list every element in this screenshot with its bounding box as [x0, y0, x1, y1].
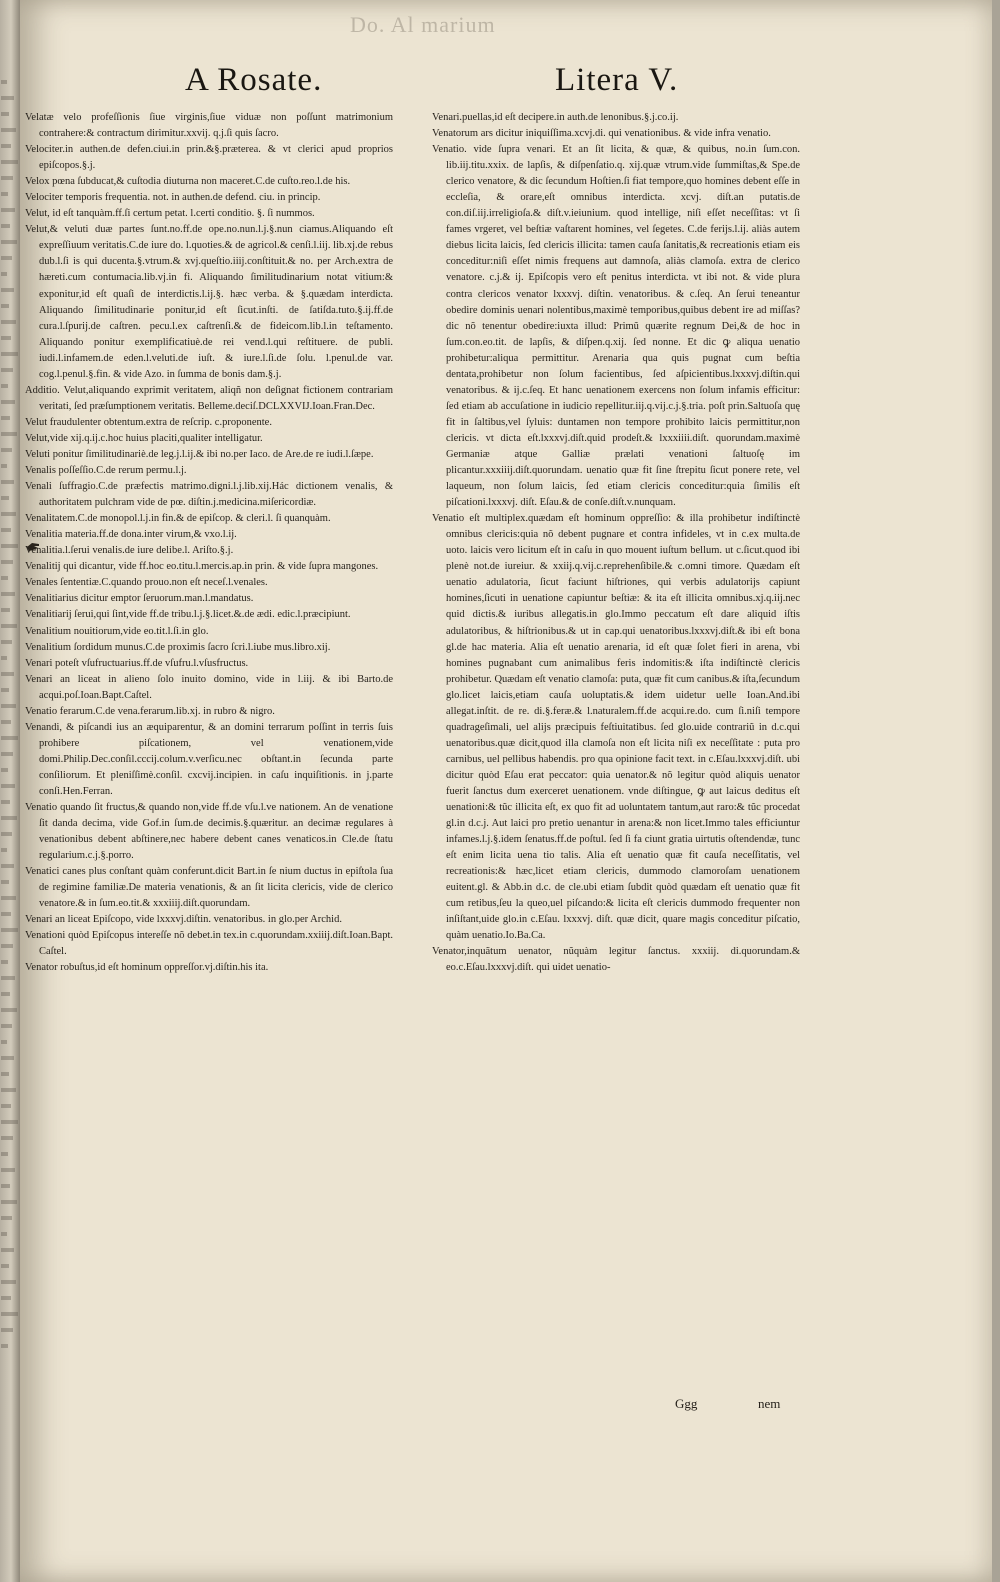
- facing-page-ghost-line: [1, 608, 10, 612]
- facing-page-ghost-line: [1, 1344, 8, 1348]
- index-entry: Velatæ velo profeſſionis ſiue virginis,ſiue viduæ non poſſunt matrimonium contrahere:& contractum dirimitur.xxvij. q.j.ſi quis ſacro.: [25, 112, 393, 140]
- facing-page-ghost-line: [1, 352, 18, 356]
- facing-page-ghost-line: [1, 1232, 7, 1236]
- index-entry: Velociter temporis frequentia. not. in authen.de defend. ciu. in princip.: [25, 192, 321, 204]
- facing-page-ghost-line: [1, 816, 17, 820]
- index-entry: Venalitatem.C.de monopol.l.j.in fin.& de epiſcop. & cleri.l. ſi quanquàm.: [25, 513, 331, 525]
- facing-page-ghost-line: [1, 576, 8, 580]
- facing-page-ghost-line: [1, 1136, 13, 1140]
- index-entry: Velox pœna ſubducat,& cuſtodia diuturna non maceret.C.de cuſto.reo.l.de his.: [25, 176, 351, 188]
- facing-page-ghost-line: [1, 528, 11, 532]
- facing-page-ghost-line: [1, 432, 17, 436]
- index-entry: Venales ſententiæ.C.quando prouo.non eſt neceſ.l.venales.: [25, 577, 268, 589]
- facing-page-ghost-line: [1, 1280, 16, 1284]
- index-entry: Venalitium nouitiorum,vide eo.tit.l.ſi.in glo.: [25, 625, 209, 637]
- facing-page-ghost-line: [1, 256, 12, 260]
- facing-page-ghost-line: [1, 688, 9, 692]
- facing-page-ghost-line: [1, 1264, 9, 1268]
- facing-page-ghost-line: [1, 320, 16, 324]
- facing-page-ghost-line: [1, 960, 8, 964]
- running-head: [20, 62, 992, 110]
- left-column: [25, 110, 393, 977]
- facing-page-ghost-line: [1, 864, 14, 868]
- facing-page-ghost-line: [1, 624, 17, 628]
- index-entry: Venatorum ars dicitur iniquiſſima.xcvj.di. qui venationibus. & vide infra venatio.: [432, 128, 771, 140]
- facing-page-ghost-line: [1, 544, 18, 548]
- index-entry: Venalitiarij ſerui,qui ſint,vide ff.de tribu.l.j.§.licet.&.de ædi. edic.l.præcipiunt.: [25, 609, 351, 621]
- facing-page-ghost-line: [1, 656, 7, 660]
- facing-page-ghost-line: [1, 112, 9, 116]
- facing-page-ghost-line: [1, 560, 13, 564]
- facing-page-ghost-line: [1, 384, 8, 388]
- facing-page-ghost-line: [1, 160, 18, 164]
- facing-page-ghost-line: [1, 448, 12, 452]
- facing-page-ghost-line: [1, 1200, 17, 1204]
- index-entry: Velut,& veluti duæ partes ſunt.no.ff.de ope.no.nun.l.j.§.nun ciamus.Aliquando eſt expreſſiuum veritatis.C.de iure do. l.quoties.& de agricol.& cenſi.l.iij. lib.xj.de rebus dub.l.ſi is qui ducenta.§.vtrum.& xvj.queſtio.iiij.conſtituit.& no. per Arch.extra de hæreti.cum contumacia.lib.vj.in fi. Aliquando ſimilitudinarium notat vitium:& exponitur,id eſt quaſi de interdictis.l.ij.§. hæc verba. & §.quædam interdicta. Aliquando ſimilitudinarie ponitur,id eſt ſicut.inſti. de ſatiſda.tuto.§.ij.ff.de cura.l.ſpurij.de caſtren. pecu.l.ex caſtrenſi.& de fideicom.lib.l.in teſtamento. Aliquando ponitur exemplificatiuè.de rei vend.l.qui reſtituere. de publi. iudi.l.infamem.de eden.l.veluti.de iuſt. & iure.l.ſi.de ſolu. l.penul.de var. cog.l.penul.§.fin. & vide Azo. in ſumma de bonis dam.§.j.: [25, 224, 393, 380]
- facing-page-ghost-line: [1, 128, 16, 132]
- facing-page-ghost-line: [1, 848, 7, 852]
- facing-page-ghost-line: [1, 720, 11, 724]
- facing-page-ghost-line: [1, 880, 9, 884]
- index-entry: Venatio eſt multiplex.quædam eſt hominum oppreſſio: & illa prohibetur indiſtinctè omnibus clericis:quia nõ debent pugnare et contra infideles, vt in c.ex multa.de uoto. laicis vero licitum eſt in caſu in quo mouent iuſtum bellum. ut c.ſicut.quod ibi plenè not.de iureiur. & xxiij.q.vij.c.reprehenſibile.& c.omni timore. Quædam eſt uenatio adulatoria, ſicut faciunt hiſtriones, qui verbis adulatorijs capiunt homines,ſicuti in uenatione capiuntur beſtiæ: & ita eſt illicita omnibus.xj.q.iij.nec quid dictis.& iuribus allegatis.in glo.Immo peccatum eſt dare aliquid iſtis adulatoribus, & hiſtrionibus.& ut in cap.qui uenatoribus.lxxxvj.diſt.& ibi eſt bona gl.de hac materia. Alia eſt uenatio arenaria, id eſt quæ ſolet fieri in arena, vbi homines pugnabant cum animalibus feris indomitis:& iſta indiſtinctè clericis prohibetur. Quædam eſt venatio clamoſa: puta, quæ fit cum canibus.& iſta,ſecundum glo.licet laicis,etiam cauſa uoluptatis.& idem uidetur uelle Ioan.And.ibi allegat.inſtit. de re. di.§.feræ.& l.naturalem.ff.de acqui.re.do. cum ſi.niſi tempore quadrageſimali, uel alijs præcipuis feſtiuitatibus. ſed glo.uide contrariũ in d.c.qui uenatoribus.quæ dicit,quod illa clamoſa non eſt licita niſi ex neceſſitate : puta pro carnibus, uel pellibus habendis. pro qua opinione facit text. in c.Eſau.lxxxvj.diſt. ubi dicitur quòd Eſau erat peccator: quia uenator.& nõ legitur quòd aliquis uenator fuerit ſanctus dum exerceret uenationem. vnde diſtingue, ꝙ aut laicus deditus eſt uenationi:& tũc illicita eſt, ex quo fit ad uoluntatem tantum,aut raro:& tũc procedat gl.in d.c.j. Aut laici pro pretio uenantur in arena:& non licet.Immo tales efficiuntur infames.l.j.§.idem ſenatus.ff.de poſtul. ſed ſi fa ciunt gratia uirtutis oſtendendæ, tunc eſt enim licita uena tio talis. Alia eſt uenatio quæ fit cauſa neceſſitatis, vel recreationis:& hæc,licet etiam clericis, dummodo clamoroſam uenationem euitent.gl. & Abb.in d.c. de cle.ubi etiam ſubdit quòd quædam eſt uenatio quæ fit cum retibus,ſeu la queo,uel piſcando:& licita eſt clericis dummodo frequenter non inſiſtant,uide glo.in c.Eſau. lxxxvj. diſt. quæ dicit, quare magis conceditur piſcatio, quàm uenatio.Io.Ba.Ca.: [432, 513, 800, 942]
- facing-page-ghost-line: [1, 1120, 18, 1124]
- facing-page-ghost-line: [1, 96, 14, 100]
- index-entry: Venator,inquãtum uenator, nũquàm legitur ſanctus. xxxiij. di.quorundam.& eo.c.Eſau.lxxxvj.diſt. qui uidet uenatio-: [432, 946, 800, 974]
- facing-page-ghost-line: [1, 192, 8, 196]
- facing-page-ghost-line: [1, 1312, 18, 1316]
- facing-page-ghost-line: [1, 368, 13, 372]
- facing-page-ghost-line: [1, 640, 12, 644]
- facing-page-ghost-line: [1, 800, 10, 804]
- index-entry: Venalitia.l.ſerui venalis.de iure delibe.l. Ariſto.§.j.: [25, 545, 234, 557]
- index-entry: Venator robuſtus,id eſt hominum oppreſſor.vj.diſtin.his ita.: [25, 962, 269, 974]
- facing-page-ghost-line: [1, 416, 10, 420]
- facing-page-ghost-line: [1, 80, 7, 84]
- index-entry: Venari poteſt vſufructuarius.ff.de vſufru.l.vſusfructus.: [25, 657, 249, 669]
- facing-page-ghost-line: [1, 1152, 8, 1156]
- additio-entry: Additio. Velut,aliquando exprimit veritatem, aliqñ non deſignat fictionem contrariam veritati, ſed præſumptionem veritatis. Belleme.deciſ.DCLXXVIJ.Ioan.Fran.Dec.: [25, 384, 393, 412]
- index-entry: Venalitia materia.ff.de dona.inter virum,& vxo.l.ij.: [25, 529, 237, 541]
- facing-page-ghost-line: [1, 496, 9, 500]
- facing-page-ghost-line: [1, 592, 15, 596]
- facing-page-ghost-line: [1, 928, 18, 932]
- facing-page-ghost-line: [1, 512, 16, 516]
- facing-page-ghost-line: [1, 464, 7, 468]
- facing-page-ghost-line: [1, 1040, 7, 1044]
- facing-page-ghost-line: [1, 400, 15, 404]
- facing-page-ghost-line: [1, 1216, 12, 1220]
- running-head-left: A Rosate.: [185, 62, 323, 98]
- facing-page-ghost-line: [1, 1024, 12, 1028]
- facing-page-ghost-line: [1, 992, 10, 996]
- facing-page-ghost-line: [1, 1328, 13, 1332]
- index-entry: Venari an liceat in alieno ſolo inuito domino, vide in l.iij. & ibi Barto.de acqui.poſ.Ioan.Bapt.Caſtel.: [25, 673, 393, 701]
- facing-page-ghost-line: [1, 672, 14, 676]
- facing-page-ghost-line: [1, 1248, 14, 1252]
- facing-page-ghost-line: [1, 336, 11, 340]
- index-entry: Venatio ferarum.C.de vena.ferarum.lib.xj. in rubro & nigro.: [25, 705, 275, 717]
- facing-page-ghost-line: [1, 832, 12, 836]
- running-head-right: Litera V.: [555, 62, 679, 98]
- index-entry: Venali ſuffragio.C.de præfectis matrimo.digni.l.j.lib.xij.Hác dictionem venalis, & authoritatem pulchram vide de pœ. diſtin.j.medicina.miſericordiæ.: [25, 481, 393, 509]
- index-entry: Venatici canes plus conſtant quàm conferunt.dicit Bart.in ſe nium ductus in epiſtola ſua de regimine familiæ.De materia venationis, & an ſit licita clericis, vide de clerico venatore.& in ſum.eo.tit.& xxxiiij.diſt.quorundam.: [25, 866, 393, 910]
- facing-page-ghost-line: [1, 976, 15, 980]
- facing-page-ghost-line: [1, 1296, 11, 1300]
- facing-page-ghost-line: [1, 1072, 9, 1076]
- index-entry: Venari an liceat Epiſcopo, vide lxxxvj.diſtin. venatoribus. in glo.per Archid.: [25, 914, 342, 926]
- index-entry: Velut,vide xij.q.ij.c.hoc huius placiti,qualiter intelligatur.: [25, 432, 263, 444]
- facing-page-ghost-line: [1, 304, 9, 308]
- facing-page-ghost-line: [1, 208, 15, 212]
- right-column: [432, 110, 800, 977]
- facing-page-ghost-line: [1, 1104, 11, 1108]
- index-entry: Venatio quando ſit fructus,& quando non,vide ff.de vſu.l.ve nationem. An de venatione ſit danda decima, vide Gof.in ſum.de decimis.§.quæritur. an decimæ regulares à venationibus debent abſtinere,nec habere debent canes venaticos.in Cle.de ſtatu regularium.c.j.§.porro.: [25, 802, 393, 862]
- facing-page-ghost-line: [1, 912, 11, 916]
- bleed-through-text: Do. Al marium: [350, 12, 496, 37]
- index-entry: Venari.puellas,id eſt decipere.in auth.de lenonibus.§.j.co.ij.: [432, 112, 679, 123]
- index-entry: Venalis poſſeſſio.C.de rerum permu.l.j.: [25, 465, 187, 477]
- facing-page-ghost-line: [1, 240, 17, 244]
- facing-page-ghost-line: [1, 1184, 10, 1188]
- facing-page-ghost-line: [1, 272, 7, 276]
- facing-page-ghost-line: [1, 1088, 16, 1092]
- facing-page-ghost-line: [1, 1008, 17, 1012]
- index-entry: Venalitium ſordidum munus.C.de proximis ſacro ſcri.l.iube mus.libro.xij.: [25, 641, 331, 653]
- facing-page-ghost-line: [1, 784, 15, 788]
- facing-page-ghost-line: [1, 704, 16, 708]
- facing-page-ghost-line: [1, 1056, 14, 1060]
- facing-page-ghost-line: [1, 144, 11, 148]
- facing-page-ghost-line: [1, 480, 14, 484]
- facing-page-ghost-line: [1, 896, 16, 900]
- index-entry: Venationi quòd Epiſcopus intereſſe nõ debet.in tex.in c.quorundam.xxiiij.diſt.Ioan.Bapt. Caſtel.: [25, 930, 393, 958]
- index-entry: Venandi, & piſcandi ius an æquiparentur, & an domini terrarum poſſint in terris ſuis prohibere piſcationem, vel venationem,vide domi.Philip.Dec.conſil.cccij.colum.v.verſicu.nec obſtant.in ſecunda parte conſiliorum. Et pleniſſimè.conſil. cxcvij.incipien. in caſu inquiſitionis. in j.parte conſi.Hen.Ferran.: [25, 721, 393, 797]
- facing-page-ghost-line: [1, 176, 13, 180]
- facing-page-edge: [0, 0, 20, 1582]
- index-entry: Velut fraudulenter obtentum.extra de reſcrip. c.proponente.: [25, 416, 272, 428]
- page-right-edge: [992, 0, 1000, 1582]
- index-entry: Venalitiarius dicitur emptor ſeruorum.man.l.mandatus.: [25, 593, 254, 605]
- facing-page-ghost-line: [1, 736, 18, 740]
- signature-mark: Ggg: [675, 1396, 698, 1411]
- index-entry: Venalitij qui dicantur, vide ff.hoc eo.titu.l.mercis.ap.in prin. & vide ſupra mangones.: [25, 561, 379, 573]
- index-entry: Venatio. vide ſupra venari. Et an ſit licita, & quæ, & quibus, no.in ſum.con. lib.iij.titu.xxix. de lapſis, & diſpenſatio.q. xij.quæ vtrum.vide ſummiſtas,& Spe.de clerico venatore, & dic ſecundum Hoſtien.ſi fiat tempore,quo homines debent eſſe in eccleſia, & orare,eſt omnibus interdicta. xcvj. diſt.an putatis.de con.diſ.iij.irreligioſa.& diſt.v.ieiunium. quod intellige, niſi eſſet neceſſitas: vt ſi fames vrgeret, vel beſtiæ vaſtarent homines, vel ſegetes. C.de ferijs.l.ij. aliàs autem diebus licita laicis, ſed clericis illicita: tamen cauſa ſanitatis,& recreationis etiam eis conceditur:niſi eſſet nimis frequens aut damnoſa, aliàs clamoſa. extra de clerico venatore. c.j.& ij. Epiſcopis vero eſt penitus interdicta. vt ibi not. & vide plura contra clericos venator lxxxvj. diſtin. venatoribus. & c.ſeq. An ſerui teneantur obedire dominis uenari nolentibus,maximè temporibus,quibus debent ire ad miſſas?dic nõ tenentur obedire:iuxta illud: Primũ quærite regnum Dei,& de hoc in ſum.con.eo.tit. de lapſis, & diſpen.q.xij. ſed nonne. Et dic ꝙ aliqua uenatio prohibetur:aliqua permittitur. Arenaria qua quis pugnat cum beſtia dentata,prohibetur non ſolum facientibus, ſed aſpicientibus.lxxxvj.diſtin.qui venatoribus. & ij.c.ſeq. Et hanc uenationem exercens non ſolum infamis efficitur: ſed etiam ab accuſatione in iudicio repellitur.iij.q.vij.c.j.§.tria. poſt prin.Saltuoſa quę fit in ſaltibus,vel ſyluis: duntamen non tempore prohibito laicis permittitur,non clericis. vt dicta eſt.lxxxvj.diſt.quid prodeſt.& lxxxiiii.diſt. quorundam.maximè Germaniæ atque Galliæ prælati venationi ſaltuoſę im plicantur.xxxiiij.diſt.quorundam. uenatio quæ fit ſine ſtrepitu ſicut ponere rete, vel laqueum, non ſolum laicis, ſed etiam clericis conceditur:quia ſimilis eſt piſcationi.lxxxvj. diſt. Eſau.& de conſe.diſt.v.nunquam.: [432, 144, 800, 509]
- index-entry: Velut, id eſt tanquàm.ff.ſi certum petat. l.certi conditio. §. ſi nummos.: [25, 208, 315, 220]
- index-entry: Velociter.in authen.de defen.ciui.in prin.&§.præterea. & vt clerici apud proprios epiſcopos.§.j.: [25, 144, 393, 172]
- catchword: nem: [758, 1396, 781, 1411]
- facing-page-ghost-line: [1, 752, 13, 756]
- facing-page-ghost-line: [1, 1168, 15, 1172]
- index-entry: Veluti ponitur ſimilitudinariè.de leg.j.l.ij.& ibi no.per Iaco. de Are.de re iudi.l.ſæpe.: [25, 448, 374, 460]
- facing-page-ghost-line: [1, 768, 8, 772]
- facing-page-ghost-line: [1, 224, 10, 228]
- facing-page-ghost-line: [1, 944, 13, 948]
- facing-page-ghost-line: [1, 288, 14, 292]
